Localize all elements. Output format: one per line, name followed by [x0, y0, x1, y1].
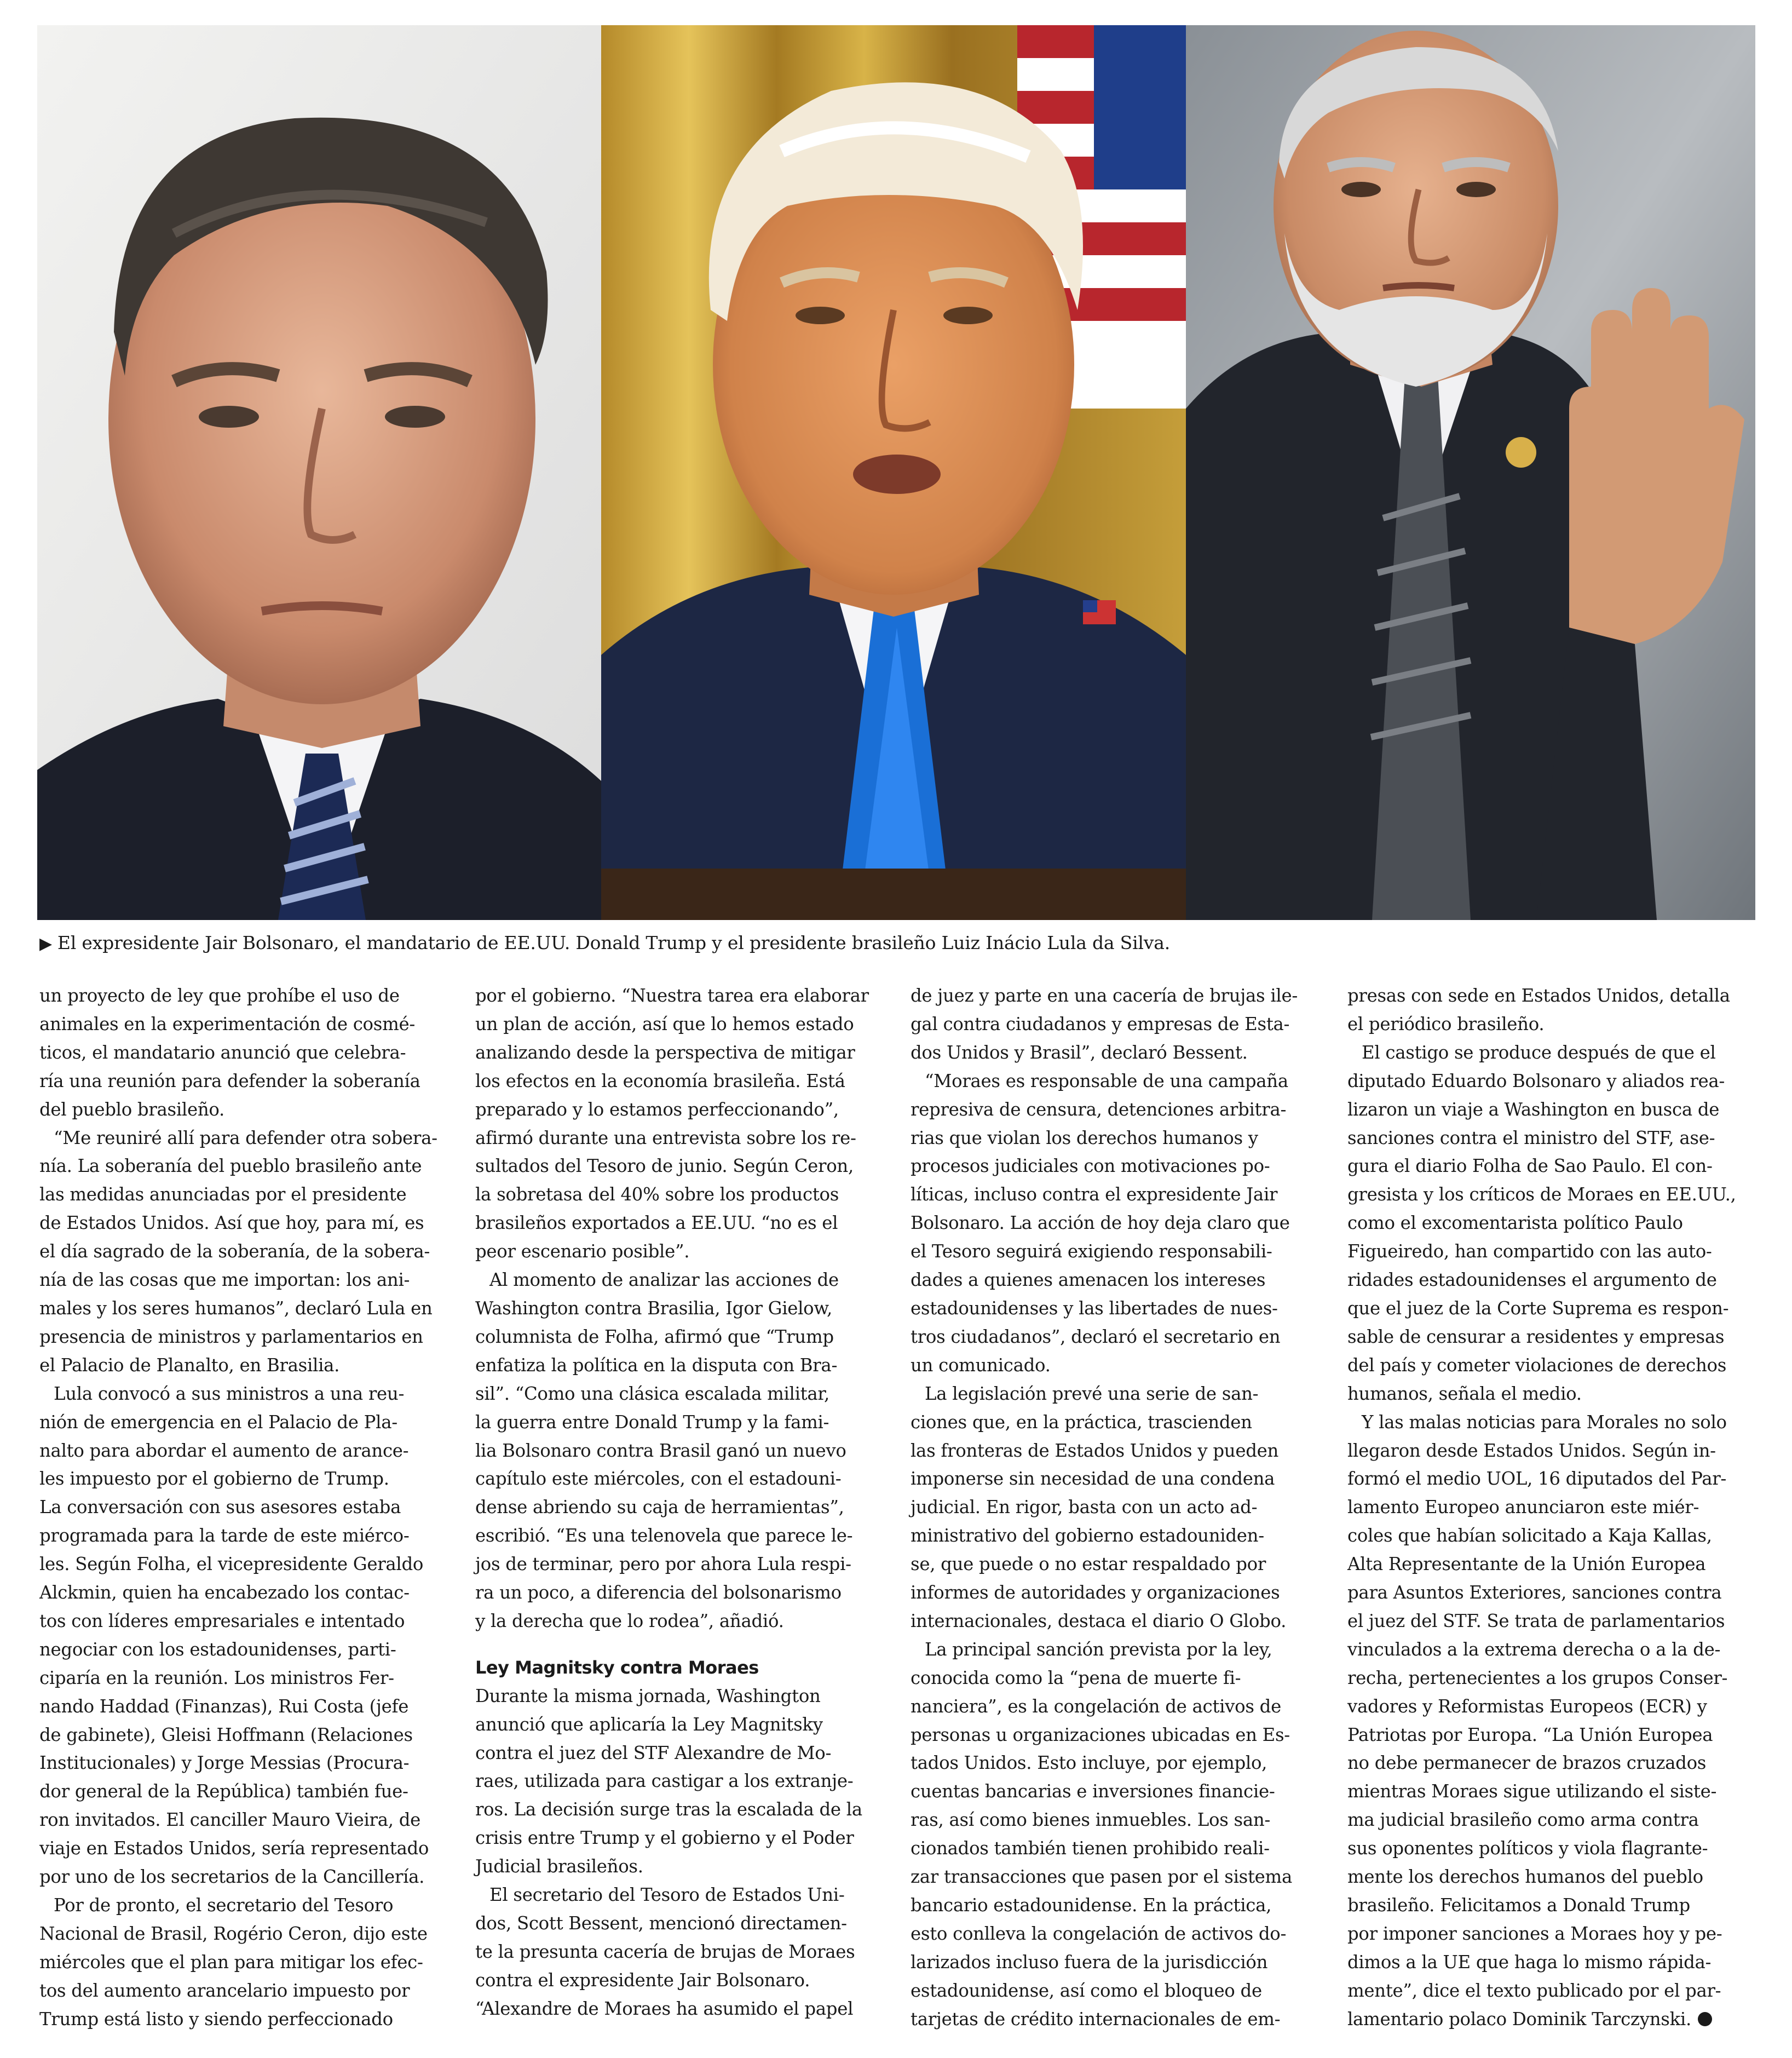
body-paragraph: “Me reuniré allí para defender otra sobera- nía. La soberanía del pueblo brasileño ante las medidas anunciadas por el presidente de Estados Unidos. Así que hoy, para mí, es el día sagrado de la soberanía, de la sobera- nía de las cosas que me importan: los ani- males y los seres humanos”, declaró Lula en presencia de ministros y parlamentarios en el Palacio de Planalto, en Brasilia. [39, 1127, 437, 1376]
body-paragraph: un proyecto de ley que prohíbe el uso de animales en la experimentación de cosmé- ticos, el mandatario anunció que celebra- ría una reunión para defender la soberanía del pueblo brasileño. [39, 985, 420, 1120]
body-paragraph: Al momento de analizar las acciones de Washington contra Brasilia, Igor Gielow, columnista de Folha, afirmó que “Trump enfatiza la política en la disputa con Bra- sil”. “Como una clásica escalada militar, la guerra entre Donald Trump y la fami- lia Bolsonaro contra Brasil ganó un nuevo capítulo este miércoles, con el estadouni- dense abriendo su caja de herramientas”, escribió. “Es una telenovela que parece le- jos de terminar, pero por ahora Lula respi- ra un poco, a diferencia del bolsonarismo y la derecha que lo rodea”, añadió. [475, 1269, 853, 1631]
body-paragraph: Durante la misma jornada, Washington anunció que aplicaría la Ley Magnitsky contra el juez del STF Alexandre de Mo- raes, utilizada para castigar a los extranje- ros. La decisión surge tras la escalada de la crisis entre Trump y el gobierno y el Poder Judicial brasileños. [475, 1685, 862, 1877]
final-paragraph-text: Y las malas noticias para Morales no solo llegaron desde Estados Unidos. Según in- formó el medio UOL, 16 diputados del Par- lamento Europeo anunciaron este miér- coles que habían solicitado a Kaja Kallas, Alta Representante de la Unión Europea para Asuntos Exteriores, sanciones contra el juez del STF. Se trata de parlamentarios vinculados a la extrema derecha o a la de- recha, pertenecientes a los grupos Conser- vadores y Reformistas Europeos (ECR) y Patriotas por Europa. “La Unión Europea no debe permanecer de brazos cruzados mientras Moraes sigue utilizando el siste- ma judicial brasileño como arma contra sus oponentes políticos y viola flagrante- mente los derechos humanos del pueblo brasileño. Felicitamos a Donald Trump por imponer sanciones a Moraes hoy y pe- dimos a la UE que haga lo mismo rápida- mente”, dice el texto publicado por el par- lamentario polaco Dominik Tarczynski. [1347, 1411, 1728, 2030]
body-paragraph: El secretario del Tesoro de Estados Uni- dos, Scott Bessent, mencionó directamen- te la presunta cacería de brujas de Moraes contra el expresidente Jair Bolsonaro. “Alexandre de Moraes ha asumido el papel [475, 1884, 855, 2019]
body-paragraph: El castigo se produce después de que el diputado Eduardo Bolsonaro y aliados rea- lizaron un viaje a Washington en busca de sanciones contra el ministro del STF, ase- gura el diario Folha de Sao Paulo. El con- gresista y los críticos de Moraes en EE.UU., como el excomentarista político Paulo Figueiredo, han compartido con las auto- ridades estadounidenses el argumento de que el juez de la Corte Suprema es respon- sable de censurar a residentes y empresas del país y cometer violaciones de derechos humanos, señala el medio. [1347, 1042, 1736, 1404]
body-paragraph: de juez y parte en una cacería de brujas ile- gal contra ciudadanos y empresas de Esta- dos Unidos y Brasil”, declaró Bessent. [911, 985, 1298, 1063]
body-paragraph: La legislación prevé una serie de san- ciones que, en la práctica, trascienden las fronteras de Estados Unidos y pueden imponerse sin necesidad de una condena judicial. En rigor, basta con un acto ad- ministrativo del gobierno estadouniden- se, que puede o no estar respaldado por informes de autoridades y organizaciones internacionales, destaca el diario O Globo. [911, 1383, 1287, 1631]
photo-caption [39, 930, 1753, 957]
portrait-bolsonaro-illustration [37, 25, 601, 920]
photo-lula [1186, 25, 1755, 920]
body-paragraph: “Moraes es responsable de una campaña represiva de censura, detenciones arbitra- rias que violan los derechos humanos y procesos judiciales con motivaciones po- líticas, incluso contra el expresidente Jair Bolsonaro. La acción de hoy deja claro que el Tesoro seguirá exigiendo responsabili- dades a quienes amenacen los intereses estadounidenses y las libertades de nues- tros ciudadanos”, declaró el secretario en un comunicado. [911, 1070, 1290, 1376]
body-paragraph: La principal sanción prevista por la ley, conocida como la “pena de muerte fi- nanciera”, es la congelación de activos de personas u organizaciones ubicadas en Es- tados Unidos. Esto incluye, por ejemplo, cuentas bancarias e inversiones financie- ras, así como bienes inmuebles. Los san- cionados también tienen prohibido reali- zar transacciones que pasen por el sistema bancario estadounidense. En la práctica, esto conlleva la congelación de activos do- larizados incluso fuera de la jurisdicción estadounidense, así como el bloqueo de tarjetas de crédito internacionales de em- [911, 1639, 1292, 2030]
section-subheading: Ley Magnitsky contra Moraes [475, 1657, 759, 1678]
body-paragraph: presas con sede en Estados Unidos, detalla el periódico brasileño. [1347, 985, 1730, 1034]
body-paragraph: Por de pronto, el secretario del Tesoro Nacional de Brasil, Rogério Ceron, dijo este miércoles que el plan para mitigar los efec- tos del aumento arancelario impuesto por Trump está listo y siendo perfeccionado [39, 1895, 428, 2030]
end-of-article-icon [1698, 2012, 1712, 2026]
photo-bolsonaro [37, 25, 601, 920]
portrait-lula-illustration [1186, 25, 1755, 920]
article-column-2 [475, 982, 881, 2023]
caption-text: El expresidente Jair Bolsonaro, el mandatario de EE.UU. Donald Trump y el presidente brasileño Luiz Inácio Lula da Silva. [57, 932, 1170, 953]
body-paragraph: Lula convocó a sus ministros a una reu- nión de emergencia en el Palacio de Pla- nalto para abordar el aumento de arance- les impuesto por el gobierno de Trump. La conversación con sus asesores estaba programada para la tarde de este miérco- les. Según Folha, el vicepresidente Geraldo Alckmin, quien ha encabezado los contac- tos con líderes empresariales e intentado negociar con los estadounidenses, parti- ciparía en la reunión. Los ministros Fer- nando Haddad (Finanzas), Rui Costa (jefe de gabinete), Gleisi Hoffmann (Relaciones Institucionales) y Jorge Messias (Procura- dor general de la República) también fue- ron invitados. El canciller Mauro Vieira, de viaje en Estados Unidos, sería representado por uno de los secretarios de la Cancillería. [39, 1383, 429, 1888]
article-column-3 [911, 982, 1316, 2034]
portrait-trump-illustration [601, 25, 1186, 920]
photo-trump [601, 25, 1186, 920]
photo-strip [37, 25, 1755, 920]
body-paragraph: por el gobierno. “Nuestra tarea era elaborar un plan de acción, así que lo hemos estado analizando desde la perspectiva de mitigar los efectos en la economía brasileña. Está preparado y lo estamos perfeccionando”, afirmó durante una entrevista sobre los re- sultados del Tesoro de junio. Según Ceron, la sobretasa del 40% sobre los productos brasileños exportados a EE.UU. “no es el peor escenario posible”. [475, 985, 869, 1262]
caption-marker-icon: ▶ [39, 934, 52, 953]
body-paragraph-final [1347, 1409, 1753, 2034]
article-column-4 [1347, 982, 1753, 2034]
article-column-1 [39, 982, 445, 2034]
